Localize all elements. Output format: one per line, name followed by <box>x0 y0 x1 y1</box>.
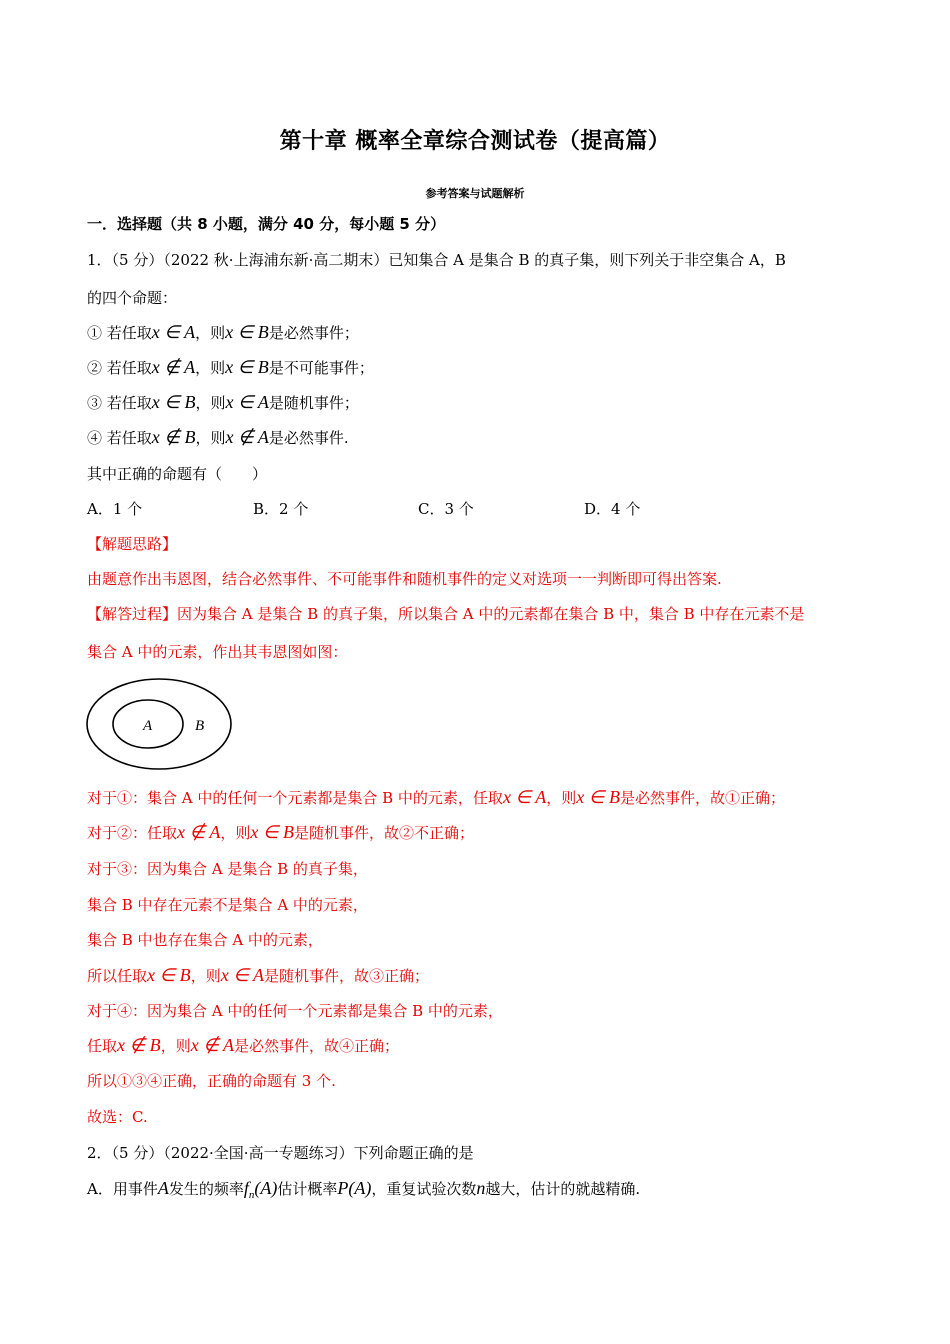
solution-step-1: 对于①：集合 A 中的任何一个元素都是集合 B 中的元素，任取x ∈ A，则x ∈ B是必然事件，故①正确； <box>87 787 785 807</box>
page-subtitle: 参考答案与试题解析 <box>425 187 525 200</box>
q1-proposition-1: ① 若任取x ∈ A，则x ∈ B是必然事件； <box>87 322 359 342</box>
q1-option-b: B．2 个 <box>253 500 309 518</box>
q2-stem: 2．（5 分）（2022·全国·高一专题练习）下列命题正确的是 <box>87 1144 474 1162</box>
venn-label-b: B <box>195 718 205 734</box>
solution-idea-text: 由题意作出韦恩图，结合必然事件、不可能事件和随机事件的定义对选项一一判断即可得出答案. <box>87 570 722 588</box>
q1-proposition-4: ④ 若任取x ∉ B，则x ∉ A是必然事件. <box>87 427 349 447</box>
venn-outer-set-b <box>87 679 231 769</box>
q1-proposition-3: ③ 若任取x ∈ B，则x ∈ A是随机事件； <box>87 392 359 412</box>
solution-idea-heading: 【解题思路】 <box>87 535 178 553</box>
q2-option-a: A．用事件A发生的频率$f_n(A)$估计概率P(A)，重复试验次数n越大，估计的就越精确. <box>87 1178 641 1201</box>
q1-stem-line2: 的四个命题： <box>87 289 178 307</box>
venn-diagram <box>85 677 235 771</box>
solution-step-6: 所以任取x ∈ B，则x ∈ A是随机事件，故③正确； <box>87 965 430 985</box>
solution-step-3: 对于③：因为集合 A 是集合 B 的真子集， <box>87 860 368 878</box>
solution-step-5: 集合 B 中也存在集合 A 中的元素， <box>87 931 323 949</box>
q1-proposition-2: ② 若任取x ∉ A，则x ∈ B是不可能事件； <box>87 357 374 377</box>
q1-option-c: C．3 个 <box>418 500 474 518</box>
solution-step-7: 对于④：因为集合 A 中的任何一个元素都是集合 B 中的元素， <box>87 1002 503 1020</box>
solution-process-line1: 【解答过程】因为集合 A 是集合 B 的真子集，所以集合 A 中的元素都在集合 B 中，集合 B 中存在元素不是 <box>87 605 805 623</box>
q1-stem-line1: 1．（5 分）（2022 秋·上海浦东新·高二期末）已知集合 A 是集合 B 的真子集，则下列关于非空集合 A，B <box>87 251 786 269</box>
solution-answer: 故选：C. <box>87 1108 148 1126</box>
section-heading: 一．选择题（共 8 小题，满分 40 分，每小题 5 分） <box>87 215 446 233</box>
q1-option-d: D．4 个 <box>584 500 641 518</box>
solution-step-9: 所以①③④正确，正确的命题有 3 个. <box>87 1072 336 1090</box>
q1-option-a: A．1 个 <box>87 500 143 518</box>
venn-label-a: A <box>143 718 153 734</box>
solution-step-4: 集合 B 中存在元素不是集合 A 中的元素， <box>87 896 368 914</box>
solution-step-8: 任取x ∉ B，则x ∉ A是必然事件，故④正确； <box>87 1035 400 1055</box>
solution-process-line2: 集合 A 中的元素，作出其韦恩图如图： <box>87 643 348 661</box>
solution-step-2: 对于②：任取x ∉ A，则x ∈ B是随机事件，故②不正确； <box>87 822 475 842</box>
q1-question: 其中正确的命题有（ ） <box>87 465 268 483</box>
page-title: 第十章 概率全章综合测试卷（提高篇） <box>279 129 671 154</box>
